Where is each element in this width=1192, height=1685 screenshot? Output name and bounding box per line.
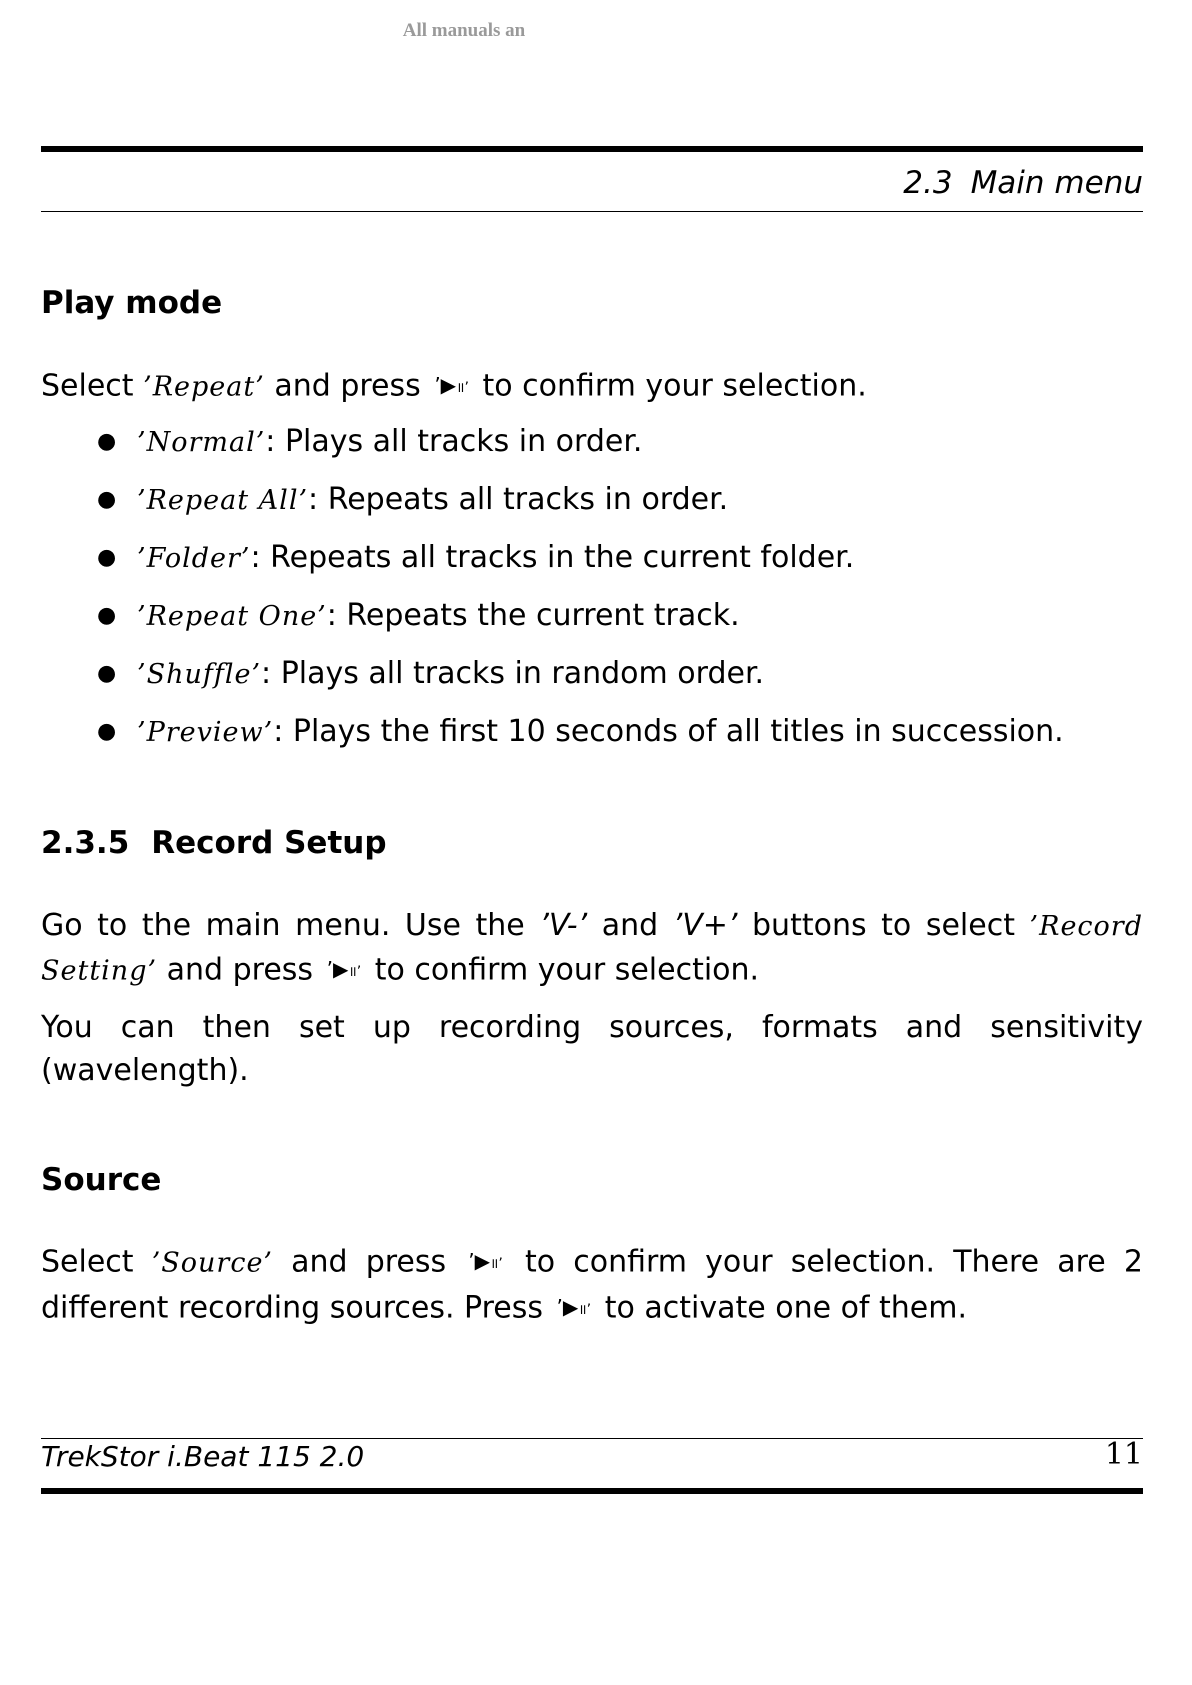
list-item-text: : Plays all tracks in order. (265, 424, 643, 459)
header-rule-thick (41, 146, 1143, 152)
header-rule-thin (41, 211, 1143, 212)
list-item (41, 536, 1143, 594)
running-header (903, 165, 1143, 201)
footer-doc-title: TrekStor i.Beat 115 2.0 (41, 1440, 365, 1473)
source-text-select: Select (41, 1244, 134, 1280)
intro-text-select: Select (41, 368, 134, 404)
bullet-icon: ● (97, 661, 117, 686)
watermark: All manuals an (402, 20, 526, 41)
record-setup-paragraph-1 (41, 904, 1143, 994)
v-plus-button-label: ’V+’ (672, 908, 738, 943)
list-item (41, 594, 1143, 652)
bullet-icon: ● (97, 545, 117, 570)
list-item-option: ’Repeat All’ (137, 485, 309, 516)
list-item-option: ’Normal’ (137, 427, 266, 458)
list-item-text: : Repeats all tracks in the current folder. (250, 540, 855, 575)
list-item-option: ’Repeat One’ (137, 601, 327, 632)
list-item-text: : Plays all tracks in random order. (261, 656, 765, 691)
p1-text-1: Go to the main menu. Use the (41, 908, 525, 943)
bullet-icon: ● (97, 487, 117, 512)
list-item-option: ’Shuffle’ (137, 659, 262, 690)
source-text-rest: to activate one of them. (604, 1290, 968, 1326)
option-source: ’Source’ (151, 1247, 274, 1279)
play-pause-icon: ’▶॥’ (434, 373, 469, 397)
intro-option-repeat: ’Repeat’ (143, 371, 265, 403)
section-title: Record Setup (151, 825, 387, 861)
source-paragraph (41, 1240, 1143, 1332)
section-number: 2.3.5 (41, 825, 130, 861)
footer-rule-thick (41, 1488, 1143, 1494)
p1-text-and-press: and press (166, 952, 314, 988)
list-item-text: : Plays the first 10 seconds of all titles in succession. (273, 714, 1064, 749)
play-mode-intro (41, 364, 1143, 410)
header-section-number: 2.3 (903, 165, 953, 201)
source-text-and-press: and press (291, 1244, 447, 1280)
list-item (41, 710, 1143, 768)
list-item (41, 478, 1143, 536)
bullet-icon: ● (97, 603, 117, 628)
p1-text-2: buttons to select (752, 908, 1015, 943)
list-item (41, 652, 1143, 710)
play-mode-heading: Play mode (41, 285, 223, 321)
option-record-setting: ’Record Setting’ (41, 911, 1143, 987)
footer-page-number: 11 (1104, 1437, 1143, 1472)
header-section-title: Main menu (970, 165, 1143, 201)
source-heading: Source (41, 1162, 162, 1198)
list-item-text: : Repeats all tracks in order. (308, 482, 729, 517)
list-item (41, 420, 1143, 478)
list-item-option: ’Folder’ (137, 543, 251, 574)
record-setup-paragraph-2: You can then set up recording sources, formats and sensitivity (wavelength). (41, 1010, 1143, 1088)
record-setup-heading (41, 825, 387, 861)
list-item-text: : Repeats the current track. (326, 598, 740, 633)
play-pause-icon: ’▶॥’ (556, 1295, 592, 1319)
p1-text-rest: to confirm your selection. (374, 952, 760, 988)
intro-text-rest: to confirm your selection. (482, 368, 867, 404)
bullet-icon: ● (97, 719, 117, 744)
play-pause-icon: ’▶॥’ (326, 957, 362, 981)
p1-text-and: and (601, 908, 659, 943)
source-text-mid: to confirm your selection. There are 2 different recording sources. Press (41, 1244, 1143, 1326)
play-pause-icon: ’▶॥’ (468, 1249, 503, 1273)
footer-rule-thin (41, 1438, 1143, 1439)
play-mode-list (41, 420, 1143, 768)
intro-text-and-press: and press (274, 368, 421, 404)
list-item-option: ’Preview’ (137, 717, 274, 748)
v-minus-button-label: ’V-’ (539, 908, 588, 943)
bullet-icon: ● (97, 429, 117, 454)
